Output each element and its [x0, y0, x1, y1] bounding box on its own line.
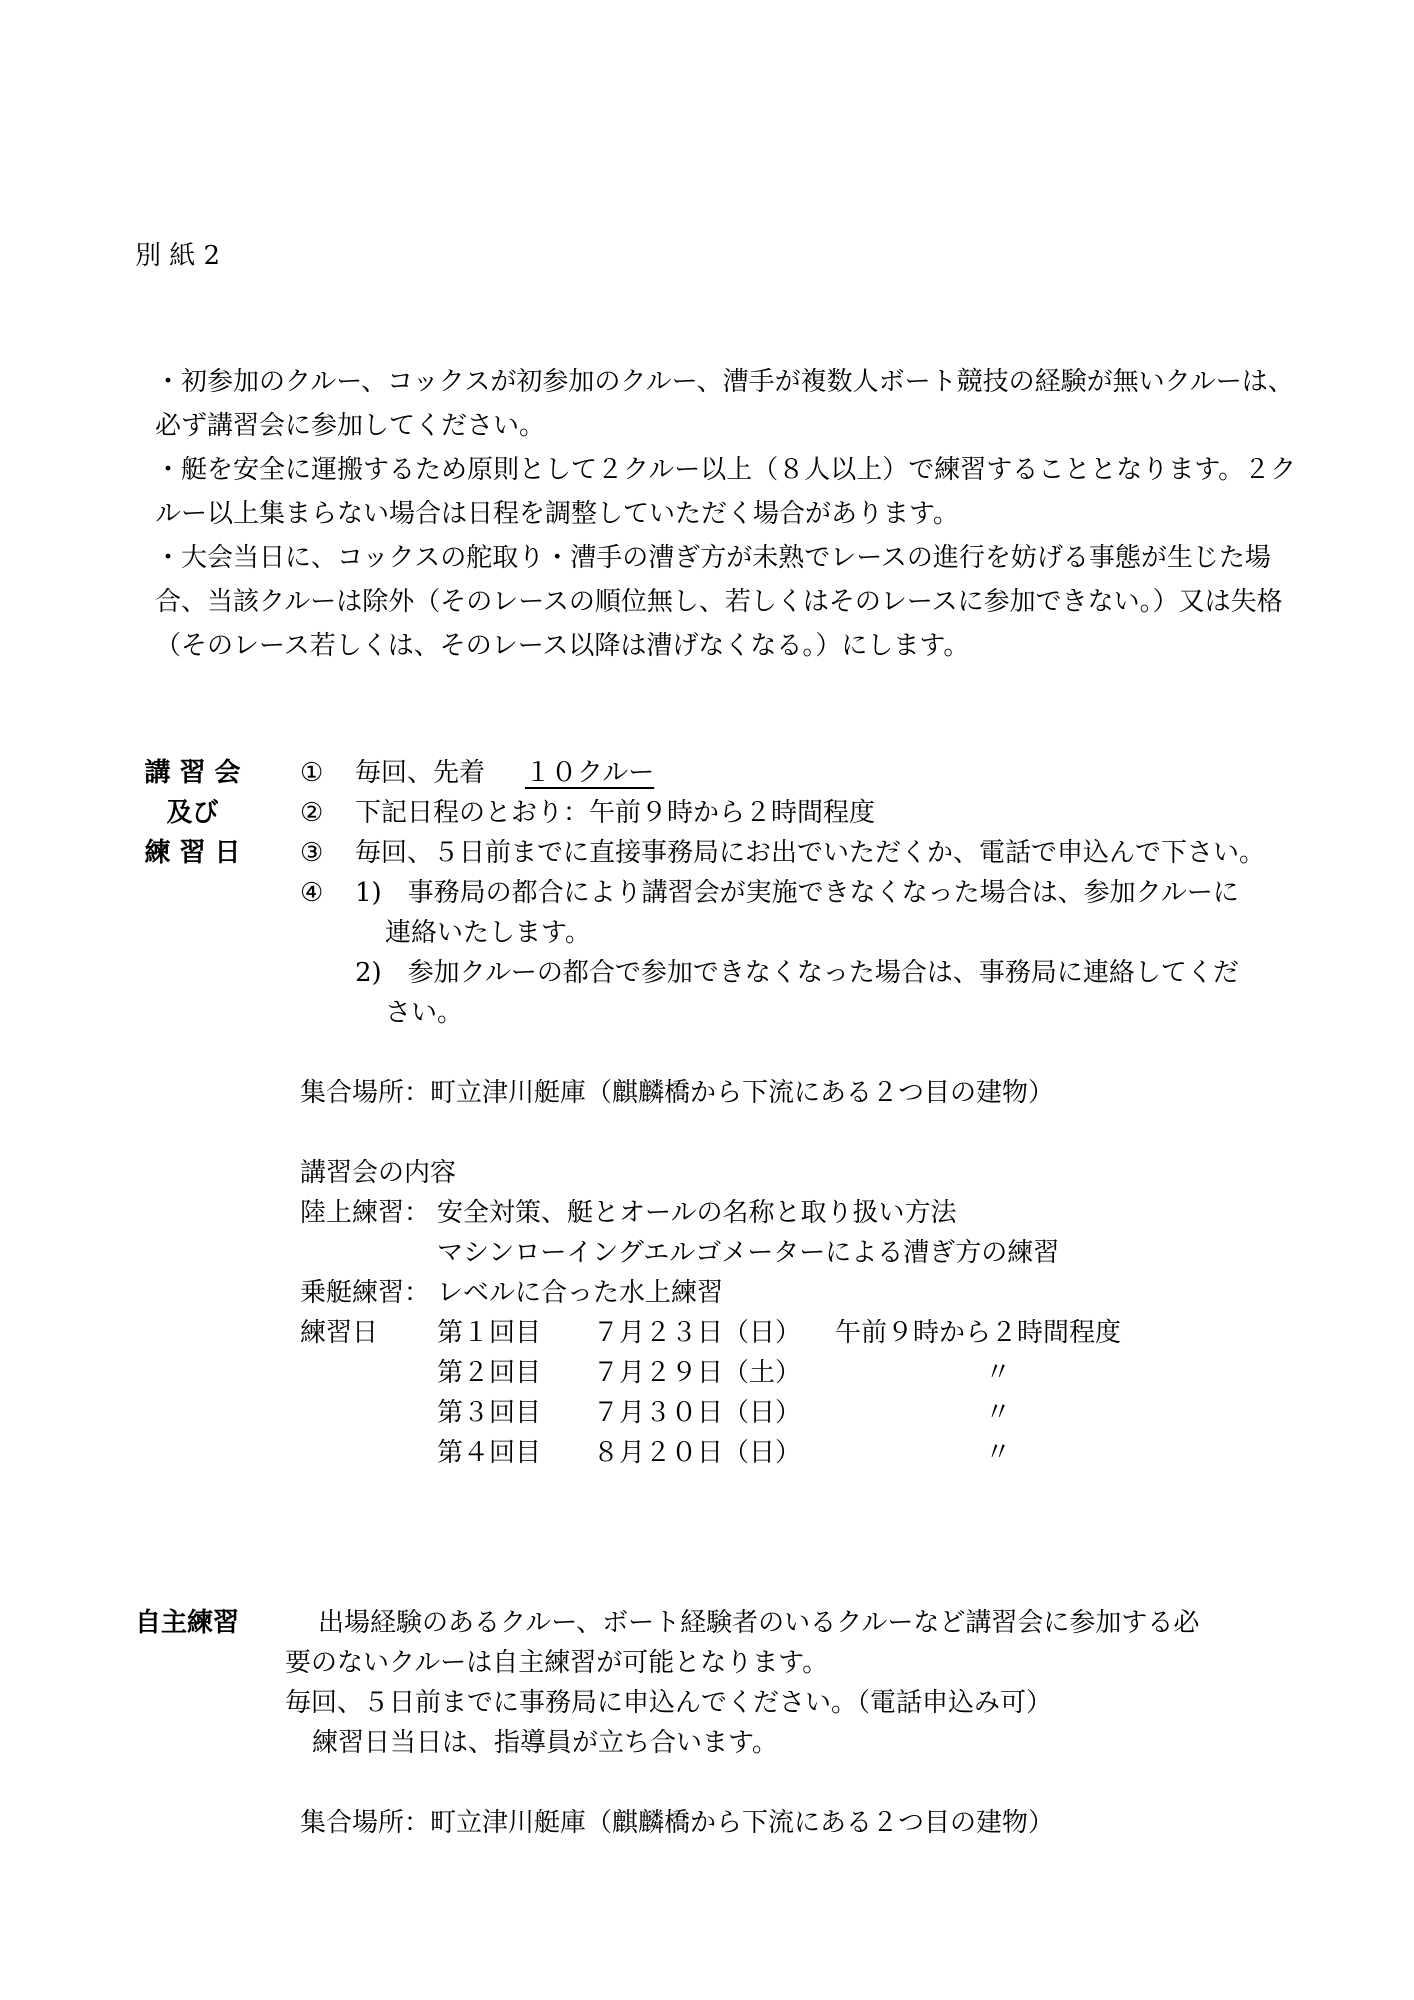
item-1-text: 毎回、先着 — [355, 758, 486, 788]
schedule-round: 第３回目 — [437, 1398, 542, 1428]
schedule-time: 午前９時から２時間程度 — [835, 1318, 1122, 1348]
item-4-sub2-text: 2) 参加クルーの都合で参加できなくなった場合は、事務局に連絡してくだ — [355, 958, 1239, 988]
schedule-date: ８月２０日（日） — [593, 1438, 802, 1468]
self-practice-line-1: 出場経験のあるクルー、ボート経験者のいるクルーなど講習会に参加する必 — [318, 1608, 1200, 1638]
item-4-marker: ④ — [300, 878, 324, 908]
item-1-highlight: １０クルー — [525, 758, 655, 788]
schedule-date: ７月２９日（土） — [593, 1358, 802, 1388]
lecture-heading-line-2: 及び — [166, 798, 219, 828]
boat-practice-label: 乗艇練習： — [300, 1278, 431, 1308]
schedule-round: 第２回目 — [437, 1358, 542, 1388]
lecture-heading-line-3: 練 習 日 — [144, 838, 241, 868]
item-3-marker: ③ — [300, 838, 324, 868]
schedule-time: 〃 — [985, 1398, 1012, 1428]
schedule-time: 〃 — [985, 1438, 1012, 1468]
schedule-date: ７月３０日（日） — [593, 1398, 802, 1428]
attachment-title: 別 紙 2 — [135, 241, 221, 271]
land-practice-item-2: マシンローイングエルゴメーターによる漕ぎ方の練習 — [437, 1238, 1060, 1268]
schedule-round: 第１回目 — [437, 1318, 542, 1348]
item-4-text-cont: 連絡いたします。 — [385, 918, 591, 948]
schedule-time: 〃 — [985, 1358, 1012, 1388]
note-disqualification: ・大会当日に、コックスの舵取り・漕手の漕ぎ方が未熟でレースの進行を妨げる事態が生じた場合、当該クルーは除外（そのレースの順位無し、若しくはそのレースに参加できない。）又は失格（そのレース若しくは、そのレース以降は漕げなくなる。）にします。 — [155, 543, 1283, 661]
self-practice-line-2: 要のないクルーは自主練習が可能となります。 — [285, 1648, 829, 1678]
item-2-marker: ② — [300, 798, 324, 828]
schedule-date: ７月２３日（日） — [593, 1318, 802, 1348]
lecture-meeting-place: 集合場所：町立津川艇庫（麒麟橋から下流にある２つ目の建物） — [300, 1078, 1055, 1108]
schedule-round: 第４回目 — [437, 1438, 542, 1468]
boat-practice-item: レベルに合った水上練習 — [437, 1278, 724, 1308]
land-practice-label: 陸上練習： — [300, 1198, 431, 1228]
item-3-text: 毎回、５日前までに直接事務局にお出でいただくか、電話で申込んで下さい。 — [355, 838, 1266, 868]
self-practice-meeting-place: 集合場所：町立津川艇庫（麒麟橋から下流にある２つ目の建物） — [300, 1808, 1055, 1838]
lecture-heading-line-1: 講 習 会 — [144, 758, 241, 788]
item-4-text: 1) 事務局の都合により講習会が実施できなくなった場合は、参加クルーに — [355, 878, 1239, 908]
note-transport: ・艇を安全に運搬するため原則として２クルー以上（８人以上）で練習することとなります。２クルー以上集まらない場合は日程を調整していただく場合があります。 — [155, 455, 1297, 529]
note-first-participation: ・初参加のクルー、コックスが初参加のクルー、漕手が複数人ボート競技の経験が無いクルーは、必ず講習会に参加してください。 — [155, 367, 1294, 441]
schedule-label: 練習日 — [300, 1318, 379, 1348]
self-practice-line-3: 毎回、５日前までに事務局に申込んでください。（電話申込み可） — [285, 1688, 1053, 1718]
content-title: 講習会の内容 — [300, 1158, 457, 1188]
item-4-sub2-cont: さい。 — [385, 998, 464, 1028]
land-practice-item-1: 安全対策、艇とオールの名称と取り扱い方法 — [437, 1198, 957, 1228]
self-practice-line-4: 練習日当日は、指導員が立ち合います。 — [312, 1728, 778, 1758]
item-1-marker: ① — [300, 758, 324, 788]
self-practice-heading: 自主練習 — [135, 1608, 240, 1638]
item-2-text: 下記日程のとおり：午前９時から２時間程度 — [355, 798, 876, 828]
